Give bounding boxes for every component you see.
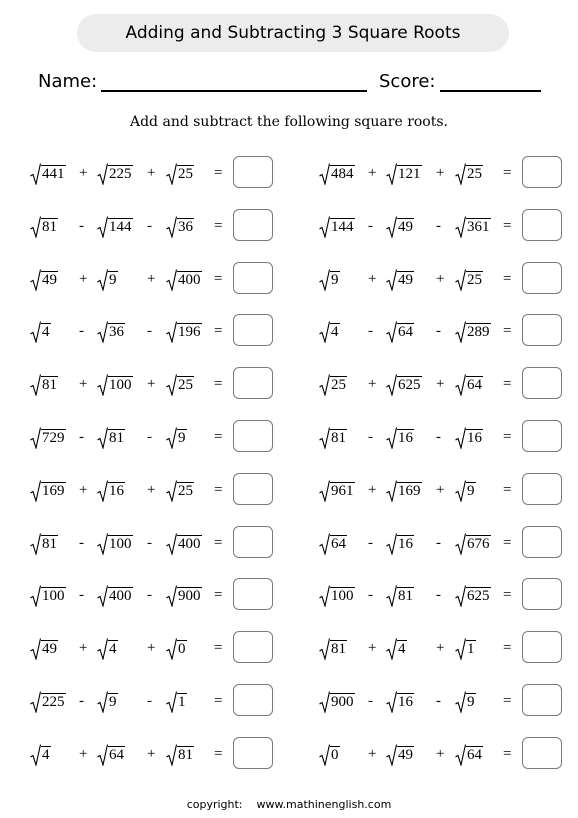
radical-sign-icon xyxy=(455,216,466,238)
radical-sign-icon xyxy=(97,480,108,502)
radical-sign-icon xyxy=(386,163,397,185)
radicand: 100 xyxy=(109,535,132,552)
answer-box[interactable] xyxy=(233,578,273,610)
operator: + xyxy=(436,481,445,498)
operator: - xyxy=(368,217,373,234)
radicand: 49 xyxy=(398,218,413,235)
operator: + xyxy=(79,270,88,287)
answer-box[interactable] xyxy=(522,420,562,452)
radicand: 36 xyxy=(178,218,193,235)
equals-sign: = xyxy=(503,270,512,287)
equals-sign: = xyxy=(503,640,512,657)
answer-box[interactable] xyxy=(522,262,562,294)
problem-item xyxy=(30,314,275,348)
radicand: 289 xyxy=(467,324,490,341)
radicand: 64 xyxy=(467,377,482,394)
radicand: 4 xyxy=(398,641,406,658)
radicand: 676 xyxy=(467,535,490,552)
radical-sign-icon xyxy=(455,744,466,766)
radicand: 49 xyxy=(42,271,57,288)
radicand: 441 xyxy=(42,166,65,182)
radical-sign-icon xyxy=(97,691,108,713)
equals-sign: = xyxy=(214,429,223,445)
problem-item xyxy=(319,367,564,401)
operator: + xyxy=(79,165,88,181)
radicand: 0 xyxy=(331,746,339,763)
footer-url: www.mathinenglish.com xyxy=(256,798,392,811)
radical-sign-icon xyxy=(166,374,177,396)
problem-item xyxy=(30,473,275,507)
problem-item xyxy=(30,684,275,718)
radicand: 4 xyxy=(331,324,339,341)
instruction-text: Add and subtract the following square roots. xyxy=(129,114,448,130)
radicand: 900 xyxy=(331,694,354,710)
radicand: 81 xyxy=(398,588,413,605)
operator: - xyxy=(436,693,441,709)
radical-sign-icon xyxy=(97,533,108,555)
answer-box[interactable] xyxy=(233,526,273,558)
radicand: 4 xyxy=(42,746,50,763)
radicand: 225 xyxy=(109,166,132,182)
operator: - xyxy=(79,587,84,604)
operator: - xyxy=(147,429,152,445)
operator: - xyxy=(147,587,152,604)
radical-sign-icon xyxy=(455,321,466,343)
problem-item xyxy=(319,209,564,243)
radical-sign-icon xyxy=(30,533,41,555)
radicand: 900 xyxy=(178,588,201,605)
radicand: 81 xyxy=(178,746,193,763)
radical-sign-icon xyxy=(319,216,330,238)
radical-sign-icon xyxy=(30,374,41,396)
problem-item xyxy=(30,578,275,612)
problem-item xyxy=(319,631,564,665)
problem-item xyxy=(319,262,564,296)
radical-sign-icon xyxy=(97,163,108,185)
radicand: 64 xyxy=(467,746,482,763)
name-score-row xyxy=(0,68,578,98)
operator: - xyxy=(147,217,152,234)
radical-sign-icon xyxy=(30,321,41,343)
operator: - xyxy=(436,217,441,234)
operator: - xyxy=(436,587,441,604)
radical-sign-icon xyxy=(455,691,466,713)
radicand: 9 xyxy=(467,482,475,499)
radical-sign-icon xyxy=(97,638,108,660)
equals-sign: = xyxy=(503,323,512,340)
radicand: 4 xyxy=(42,324,50,341)
copyright-label: copyright: xyxy=(186,798,243,811)
radical-sign-icon xyxy=(166,744,177,766)
operator: - xyxy=(79,429,84,445)
operator: - xyxy=(436,534,441,551)
radical-sign-icon xyxy=(386,269,397,291)
radical-sign-icon xyxy=(166,533,177,555)
equals-sign: = xyxy=(503,534,512,551)
operator: - xyxy=(147,323,152,340)
worksheet-title: Adding and Subtracting 3 Square Roots xyxy=(77,14,509,52)
radicand: 100 xyxy=(109,377,132,394)
operator: - xyxy=(79,693,84,709)
radicand: 49 xyxy=(42,641,57,658)
radical-sign-icon xyxy=(166,163,177,185)
answer-box[interactable] xyxy=(522,473,562,505)
operator: - xyxy=(368,323,373,340)
operator: + xyxy=(147,481,156,498)
operator: - xyxy=(368,534,373,551)
operator: + xyxy=(79,376,88,393)
answer-box[interactable] xyxy=(522,631,562,663)
problem-item xyxy=(30,420,275,454)
radicand: 81 xyxy=(331,430,346,446)
radical-sign-icon xyxy=(97,269,108,291)
operator: - xyxy=(368,693,373,709)
radical-sign-icon xyxy=(319,427,330,449)
radicand: 16 xyxy=(398,694,413,710)
equals-sign: = xyxy=(214,165,223,181)
footer xyxy=(0,798,578,811)
radicand: 4 xyxy=(109,641,117,658)
problem-item xyxy=(30,631,275,665)
answer-box[interactable] xyxy=(233,367,273,399)
equals-sign: = xyxy=(214,270,223,287)
problem-item xyxy=(319,737,564,771)
answer-box[interactable] xyxy=(522,737,562,769)
operator: + xyxy=(79,481,88,498)
radicand: 25 xyxy=(467,271,482,288)
radical-sign-icon xyxy=(166,480,177,502)
radical-sign-icon xyxy=(97,585,108,607)
radicand: 49 xyxy=(398,746,413,763)
radicand: 16 xyxy=(109,482,124,499)
radicand: 961 xyxy=(331,482,354,499)
radicand: 400 xyxy=(178,271,201,288)
operator: - xyxy=(147,534,152,551)
radicand: 9 xyxy=(178,430,186,446)
problem-item xyxy=(319,420,564,454)
radical-sign-icon xyxy=(455,638,466,660)
answer-box[interactable] xyxy=(233,737,273,769)
operator: + xyxy=(436,640,445,657)
equals-sign: = xyxy=(503,481,512,498)
operator: - xyxy=(79,534,84,551)
operator: - xyxy=(436,429,441,445)
radical-sign-icon xyxy=(386,216,397,238)
radical-sign-icon xyxy=(455,585,466,607)
operator: + xyxy=(147,270,156,287)
radical-sign-icon xyxy=(319,480,330,502)
radicand: 49 xyxy=(398,271,413,288)
radicand: 16 xyxy=(467,430,482,446)
radicand: 196 xyxy=(178,324,201,341)
operator: - xyxy=(147,693,152,709)
radical-sign-icon xyxy=(386,691,397,713)
operator: + xyxy=(147,640,156,657)
equals-sign: = xyxy=(503,745,512,762)
radicand: 144 xyxy=(109,218,132,235)
radicand: 729 xyxy=(42,430,65,446)
answer-box[interactable] xyxy=(233,262,273,294)
radical-sign-icon xyxy=(455,480,466,502)
operator: + xyxy=(147,745,156,762)
radical-sign-icon xyxy=(455,269,466,291)
equals-sign: = xyxy=(214,323,223,340)
operator: + xyxy=(147,165,156,181)
operator: + xyxy=(147,376,156,393)
equals-sign: = xyxy=(503,693,512,709)
operator: - xyxy=(436,323,441,340)
operator: + xyxy=(436,270,445,287)
radicand: 225 xyxy=(42,694,65,710)
radicand: 1 xyxy=(178,694,186,710)
radical-sign-icon xyxy=(30,427,41,449)
problem-item xyxy=(319,473,564,507)
radicand: 1 xyxy=(467,641,475,658)
answer-box[interactable] xyxy=(233,473,273,505)
radicand: 361 xyxy=(467,218,490,235)
radical-sign-icon xyxy=(166,585,177,607)
equals-sign: = xyxy=(503,217,512,234)
radicand: 100 xyxy=(331,588,354,605)
operator: + xyxy=(436,376,445,393)
radical-sign-icon xyxy=(97,744,108,766)
radical-sign-icon xyxy=(319,533,330,555)
radicand: 81 xyxy=(109,430,124,446)
equals-sign: = xyxy=(214,640,223,657)
radicand: 484 xyxy=(331,166,354,182)
radical-sign-icon xyxy=(166,638,177,660)
radicand: 400 xyxy=(178,535,201,552)
radicand: 100 xyxy=(42,588,65,605)
score-field-line xyxy=(440,90,541,92)
name-field-line xyxy=(101,90,367,92)
answer-box[interactable] xyxy=(522,156,562,188)
problem-item xyxy=(30,526,275,560)
radicand: 25 xyxy=(467,166,482,182)
radical-sign-icon xyxy=(386,427,397,449)
radicand: 625 xyxy=(467,588,490,605)
radicand: 36 xyxy=(109,324,124,341)
radical-sign-icon xyxy=(97,216,108,238)
radical-sign-icon xyxy=(386,480,397,502)
equals-sign: = xyxy=(214,217,223,234)
radical-sign-icon xyxy=(319,269,330,291)
radical-sign-icon xyxy=(455,533,466,555)
answer-box[interactable] xyxy=(233,684,273,716)
operator: + xyxy=(436,165,445,181)
radicand: 9 xyxy=(109,694,117,710)
radical-sign-icon xyxy=(30,216,41,238)
problem-item xyxy=(319,526,564,560)
radical-sign-icon xyxy=(455,163,466,185)
radicand: 25 xyxy=(178,482,193,499)
radicand: 121 xyxy=(398,166,421,182)
radical-sign-icon xyxy=(30,269,41,291)
equals-sign: = xyxy=(503,165,512,181)
problem-item xyxy=(30,156,275,190)
equals-sign: = xyxy=(503,429,512,445)
radical-sign-icon xyxy=(166,427,177,449)
radical-sign-icon xyxy=(30,585,41,607)
radical-sign-icon xyxy=(319,691,330,713)
answer-box[interactable] xyxy=(522,526,562,558)
operator: + xyxy=(79,745,88,762)
radical-sign-icon xyxy=(319,163,330,185)
radicand: 9 xyxy=(467,694,475,710)
radical-sign-icon xyxy=(97,321,108,343)
answer-box[interactable] xyxy=(233,420,273,452)
problem-item xyxy=(319,314,564,348)
radicand: 169 xyxy=(398,482,421,499)
answer-box[interactable] xyxy=(522,209,562,241)
radical-sign-icon xyxy=(97,374,108,396)
equals-sign: = xyxy=(503,587,512,604)
operator: + xyxy=(436,745,445,762)
operator: + xyxy=(368,270,377,287)
radical-sign-icon xyxy=(386,533,397,555)
radical-sign-icon xyxy=(319,638,330,660)
radical-sign-icon xyxy=(30,480,41,502)
radical-sign-icon xyxy=(319,585,330,607)
radicand: 625 xyxy=(398,377,421,394)
operator: + xyxy=(368,165,377,181)
problem-item xyxy=(319,684,564,718)
radicand: 81 xyxy=(42,218,57,235)
radical-sign-icon xyxy=(30,691,41,713)
radicand: 16 xyxy=(398,430,413,446)
answer-box[interactable] xyxy=(233,314,273,346)
radical-sign-icon xyxy=(386,374,397,396)
answer-box[interactable] xyxy=(233,156,273,188)
radicand: 25 xyxy=(178,377,193,394)
radicand: 9 xyxy=(331,271,339,288)
radical-sign-icon xyxy=(30,638,41,660)
problem-item xyxy=(30,367,275,401)
radicand: 81 xyxy=(42,377,57,394)
radical-sign-icon xyxy=(166,216,177,238)
radical-sign-icon xyxy=(97,427,108,449)
radicand: 9 xyxy=(109,271,117,288)
operator: - xyxy=(368,429,373,445)
problem-item xyxy=(30,737,275,771)
radical-sign-icon xyxy=(386,638,397,660)
radical-sign-icon xyxy=(166,691,177,713)
radicand: 81 xyxy=(42,535,57,552)
operator: + xyxy=(368,745,377,762)
operator: + xyxy=(368,640,377,657)
radical-sign-icon xyxy=(30,163,41,185)
radicand: 144 xyxy=(331,218,354,235)
radical-sign-icon xyxy=(30,744,41,766)
problem-item xyxy=(30,209,275,243)
radical-sign-icon xyxy=(319,374,330,396)
equals-sign: = xyxy=(214,587,223,604)
radical-sign-icon xyxy=(386,585,397,607)
radicand: 400 xyxy=(109,588,132,605)
radical-sign-icon xyxy=(166,269,177,291)
answer-box[interactable] xyxy=(233,631,273,663)
radical-sign-icon xyxy=(319,321,330,343)
name-label: Name: xyxy=(38,71,98,92)
radicand: 81 xyxy=(331,641,346,658)
operator: - xyxy=(79,323,84,340)
equals-sign: = xyxy=(214,534,223,551)
operator: + xyxy=(79,640,88,657)
operator: - xyxy=(368,587,373,604)
radical-sign-icon xyxy=(455,427,466,449)
equals-sign: = xyxy=(214,376,223,393)
answer-box[interactable] xyxy=(522,684,562,716)
radicand: 0 xyxy=(178,641,186,658)
radicand: 64 xyxy=(398,324,413,341)
radical-sign-icon xyxy=(166,321,177,343)
radicand: 169 xyxy=(42,482,65,499)
radicand: 25 xyxy=(178,166,193,182)
radical-sign-icon xyxy=(455,374,466,396)
problem-item xyxy=(319,578,564,612)
operator: + xyxy=(368,481,377,498)
answer-box[interactable] xyxy=(233,209,273,241)
radical-sign-icon xyxy=(319,744,330,766)
operator: + xyxy=(368,376,377,393)
score-label: Score: xyxy=(379,71,436,92)
radical-sign-icon xyxy=(386,744,397,766)
answer-box[interactable] xyxy=(522,578,562,610)
operator: - xyxy=(79,217,84,234)
radicand: 64 xyxy=(109,746,124,763)
problem-item xyxy=(319,156,564,190)
equals-sign: = xyxy=(214,693,223,709)
equals-sign: = xyxy=(214,745,223,762)
radicand: 64 xyxy=(331,535,346,552)
radical-sign-icon xyxy=(386,321,397,343)
answer-box[interactable] xyxy=(522,314,562,346)
equals-sign: = xyxy=(503,376,512,393)
answer-box[interactable] xyxy=(522,367,562,399)
problem-item xyxy=(30,262,275,296)
equals-sign: = xyxy=(214,481,223,498)
radicand: 16 xyxy=(398,535,413,552)
radicand: 25 xyxy=(331,377,346,394)
